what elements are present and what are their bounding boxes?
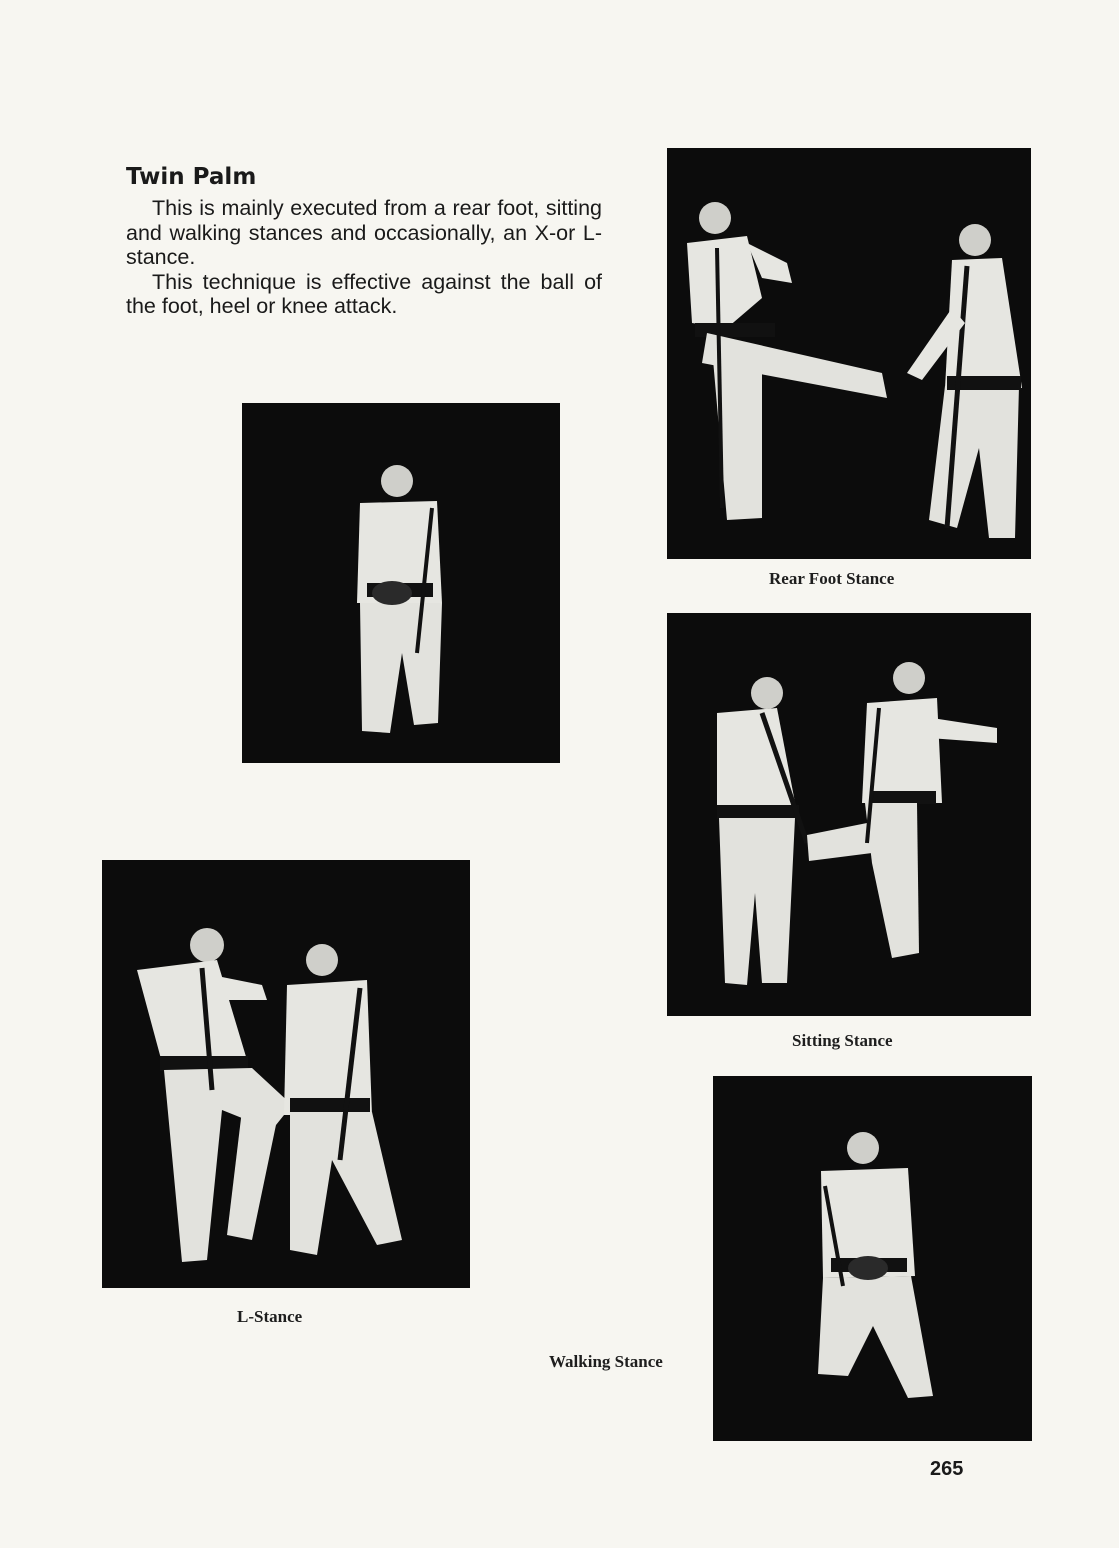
sitting-stance-illustration	[667, 613, 1031, 1016]
twin-palm-ready-illustration	[242, 403, 560, 763]
paragraph-2: This technique is effective against the ball of the foot, heel or knee attack.	[126, 269, 602, 318]
caption-rear-foot-stance: Rear Foot Stance	[769, 569, 895, 588]
photo-walking-stance	[713, 1076, 1032, 1441]
section-title: Twin Palm	[126, 164, 257, 190]
body-text	[126, 196, 602, 319]
caption-sitting-stance: Sitting Stance	[792, 1031, 893, 1050]
photo-twin-palm-ready	[242, 403, 560, 763]
caption-walking-stance: Walking Stance	[549, 1352, 663, 1371]
page-number: 265	[930, 1458, 964, 1480]
l-stance-illustration	[102, 860, 470, 1288]
walking-stance-illustration	[713, 1076, 1032, 1441]
photo-l-stance	[102, 860, 470, 1288]
paragraph-1: This is mainly executed from a rear foot, sitting and walking stances and occasionally, an X-or L-stance.	[126, 196, 602, 269]
rear-foot-stance-illustration	[667, 148, 1031, 559]
caption-l-stance: L-Stance	[237, 1307, 303, 1326]
photo-sitting-stance	[667, 613, 1031, 1016]
photo-rear-foot-stance	[667, 148, 1031, 559]
